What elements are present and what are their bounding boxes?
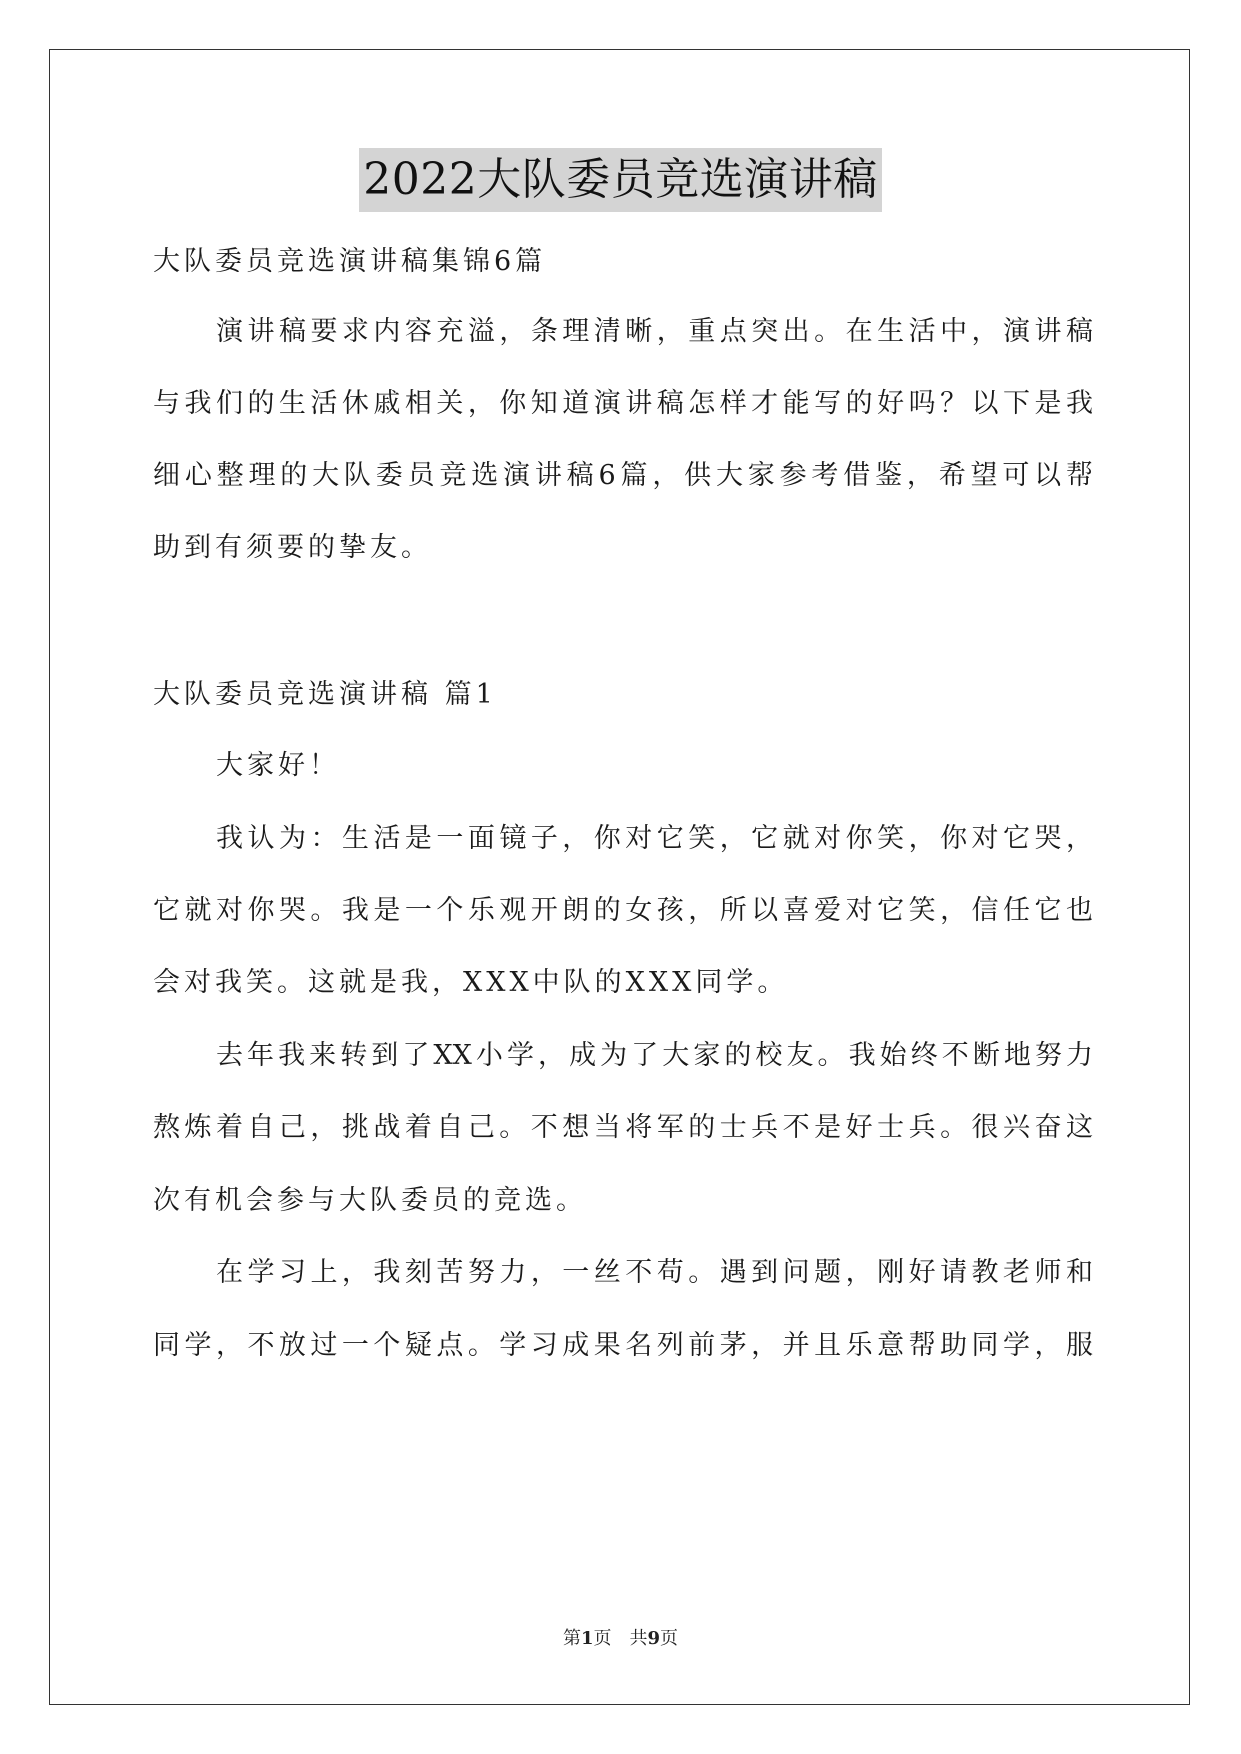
para2-line-1: 去年我来转到了XX小学，成为了大家的校友。我始终不断地努力 — [216, 1040, 1093, 1071]
greeting: 大家好！ — [216, 750, 340, 781]
para2-line-3: 次有机会参与大队委员的竞选。 — [153, 1185, 587, 1216]
para3-line-1: 在学习上，我刻苦努力，一丝不苟。遇到问题，刚好请教老师和 — [216, 1257, 1093, 1288]
footer-mid: 页 共 — [593, 1628, 648, 1649]
intro-line-4: 助到有须要的挚友。 — [153, 532, 432, 563]
page-border — [49, 49, 1190, 1705]
para2-line-2: 熬炼着自己，挑战着自己。不想当将军的士兵不是好士兵。很兴奋这 — [153, 1112, 1093, 1143]
para1-line-2: 它就对你哭。我是一个乐观开朗的女孩，所以喜爱对它笑，信任它也 — [153, 895, 1093, 926]
document-title: 2022大队委员竞选演讲稿 — [359, 148, 881, 212]
para1-line-1: 我认为：生活是一面镜子，你对它笑，它就对你笑，你对它哭， — [216, 823, 1093, 854]
para3-line-2: 同学，不放过一个疑点。学习成果名列前茅，并且乐意帮助同学，服 — [153, 1330, 1093, 1361]
document-subtitle: 大队委员竞选演讲稿集锦6篇 — [153, 246, 547, 277]
para1-line-3: 会对我笑。这就是我，XXX中队的XXX同学。 — [153, 967, 789, 998]
footer-page-total: 9 — [647, 1628, 661, 1649]
page-footer — [0, 1626, 1241, 1652]
section-heading: 大队委员竞选演讲稿 篇1 — [153, 679, 497, 710]
intro-line-1: 演讲稿要求内容充溢，条理清晰，重点突出。在生活中，演讲稿 — [216, 316, 1093, 347]
footer-prefix: 第 — [562, 1628, 581, 1649]
footer-suffix: 页 — [660, 1628, 679, 1649]
title-container — [0, 148, 1241, 212]
intro-line-3: 细心整理的大队委员竞选演讲稿6篇，供大家参考借鉴，希望可以帮 — [153, 460, 1093, 491]
intro-line-2: 与我们的生活休戚相关，你知道演讲稿怎样才能写的好吗？以下是我 — [153, 388, 1093, 419]
footer-page-current: 1 — [580, 1628, 594, 1649]
